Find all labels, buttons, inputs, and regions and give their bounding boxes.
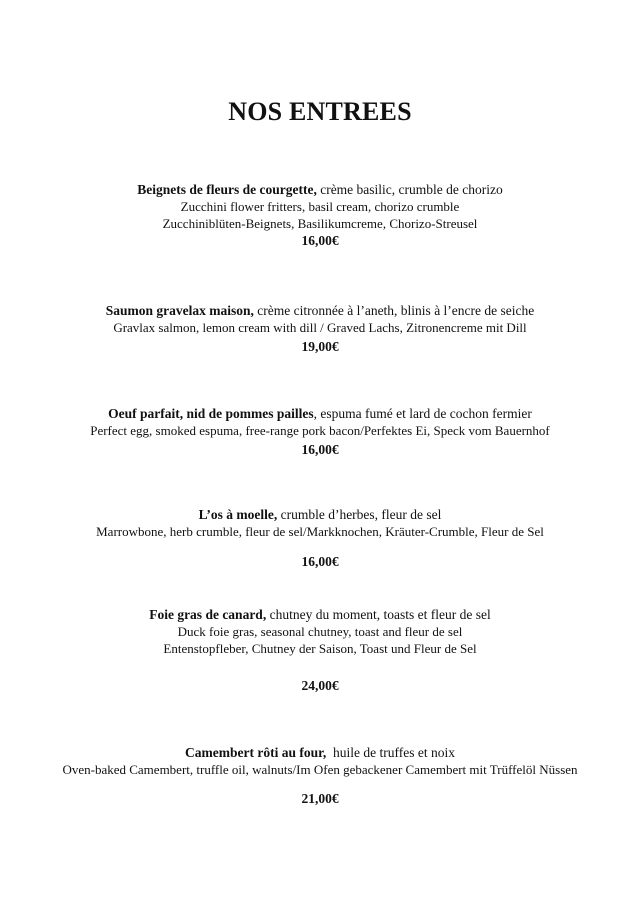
dish-description-de: Zucchiniblüten-Beignets, Basilikumcreme, Chorizo-Streusel [162,216,478,231]
page-title: NOS ENTREES [228,97,412,126]
dish-price: 19,00€ [301,339,339,354]
dish-description-en: Oven-baked Camembert, truffle oil, walnuts/Im Ofen gebackener Camembert mit Trüffelöl Nüssen [62,762,578,777]
dish-description-de: Entenstopfleber, Chutney der Saison, Toast und Fleur de Sel [163,641,477,656]
dish-description-en: Zucchini flower fritters, basil cream, chorizo crumble [180,199,460,214]
dish-description-fr: crème citronnée à l’aneth, blinis à l’encre de seiche [253,303,535,318]
dish-description-fr: , espuma fumé et lard de cochon fermier [313,406,532,421]
menu-item [0,302,640,355]
menu-item [0,181,640,249]
dish-name: Foie gras de canard, [149,607,267,622]
dish-description-fr: crème basilic, crumble de chorizo [316,182,503,197]
dish-description-en: Perfect egg, smoked espuma, free-range pork bacon/Perfektes Ei, Speck vom Bauernhof [90,423,550,438]
dish-description-fr: huile de truffes et noix [326,745,455,760]
menu-item [0,744,640,807]
dish-price: 16,00€ [301,233,339,248]
dish-description-en: Marrowbone, herb crumble, fleur de sel/Markknochen, Kräuter-Crumble, Fleur de Sel [96,524,544,539]
dish-name: Oeuf parfait, nid de pommes pailles [108,406,314,421]
dish-description-en: Gravlax salmon, lemon cream with dill / Graved Lachs, Zitronencreme mit Dill [113,320,527,335]
dish-price: 16,00€ [301,554,339,569]
dish-description-en: Duck foie gras, seasonal chutney, toast and fleur de sel [177,624,463,639]
dish-name: Beignets de fleurs de courgette, [137,182,317,197]
dish-price: 16,00€ [301,442,339,457]
dish-description-fr: crumble d’herbes, fleur de sel [277,507,442,522]
menu-item [0,606,640,694]
dish-name: Camembert rôti au four, [185,745,327,760]
dish-price: 24,00€ [301,678,339,693]
dish-name: Saumon gravelax maison, [105,303,254,318]
menu-item [0,506,640,570]
dish-price: 21,00€ [301,791,339,806]
dish-name: L’os à moelle, [198,507,278,522]
menu-item [0,405,640,458]
dish-description-fr: chutney du moment, toasts et fleur de sel [266,607,491,622]
